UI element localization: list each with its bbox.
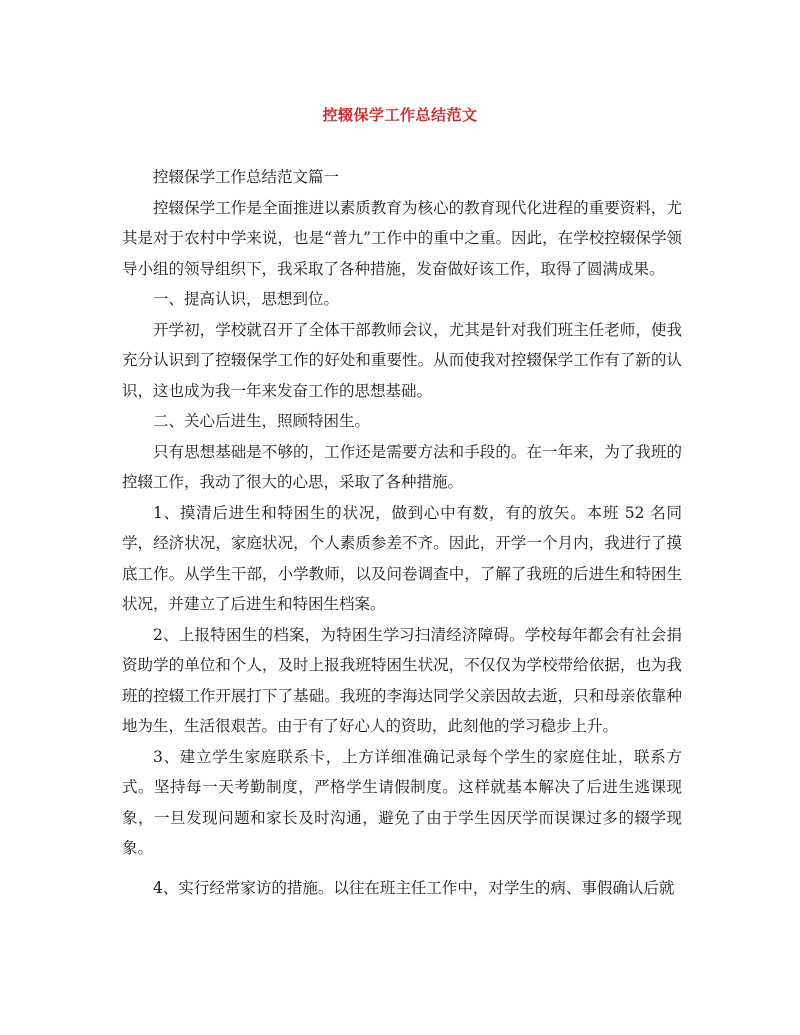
document-body bbox=[122, 162, 682, 903]
paragraph-spacer bbox=[122, 864, 682, 873]
paragraph: 控辍保学工作是全面推进以素质教育为核心的教育现代化进程的重要资料，尤其是对于农村中学来说，也是“普九”工作中的重中之重。因此，在学校控辍保学领导小组的领导组织下，我采取了各种措施，发奋做好该工作，取得了圆满成果。 bbox=[122, 198, 682, 278]
paragraph: 4、实行经常家访的措施。以往在班主任工作中，对学生的病、事假确认后就 bbox=[153, 878, 675, 897]
section-heading: 控辍保学工作总结范文篇一 bbox=[153, 168, 340, 186]
paragraph: 2、上报特困生的档案，为特困生学习扫清经济障碍。学校每年都会有社会捐资助学的单位和个人，及时上报我班特困生状况，不仅仅为学校带给依据，也为我班的控辍工作开展打下了基础。我班的李海达同学父亲因故去逝，只和母亲依靠种地为生，生活很艰苦。由于有了好心人的资助，此刻他的学习稳步上升。 bbox=[122, 625, 682, 735]
section-heading: 一、提高认识，思想到位。 bbox=[153, 290, 340, 308]
section-heading: 二、关心后进生，照顾特困生。 bbox=[153, 412, 371, 430]
paragraph: 3、建立学生家庭联系卡，上方详细准确记录每个学生的家庭住址，联系方式。坚持每一天考勤制度，严格学生请假制度。这样就基本解决了后进生逃课现象，一旦发现问题和家长及时沟通，避免了由于学生因厌学而误课过多的辍学现象。 bbox=[122, 747, 682, 857]
paragraph: 开学初，学校就召开了全体干部教师会议，尤其是针对我们班主任老师，使我充分认识到了控辍保学工作的好处和重要性。从而使我对控辍保学工作有了新的认识，这也成为我一年来发奋工作的思想基础。 bbox=[122, 320, 682, 400]
document-title: 控辍保学工作总结范文 bbox=[322, 106, 478, 124]
paragraph: 只有思想基础是不够的，工作还是需要方法和手段的。在一年来，为了我班的控辍工作，我动了很大的心思，采取了各种措施。 bbox=[122, 442, 682, 491]
paragraph: 1、摸清后进生和特困生的状况，做到心中有数，有的放矢。本班 52 名同学，经济状况，家庭状况，个人素质参差不齐。因此，开学一个月内，我进行了摸底工作。从学生干部，小学教师，以及问卷调查中，了解了我班的后进生和特困生状况，并建立了后进生和特困生档案。 bbox=[122, 503, 682, 613]
